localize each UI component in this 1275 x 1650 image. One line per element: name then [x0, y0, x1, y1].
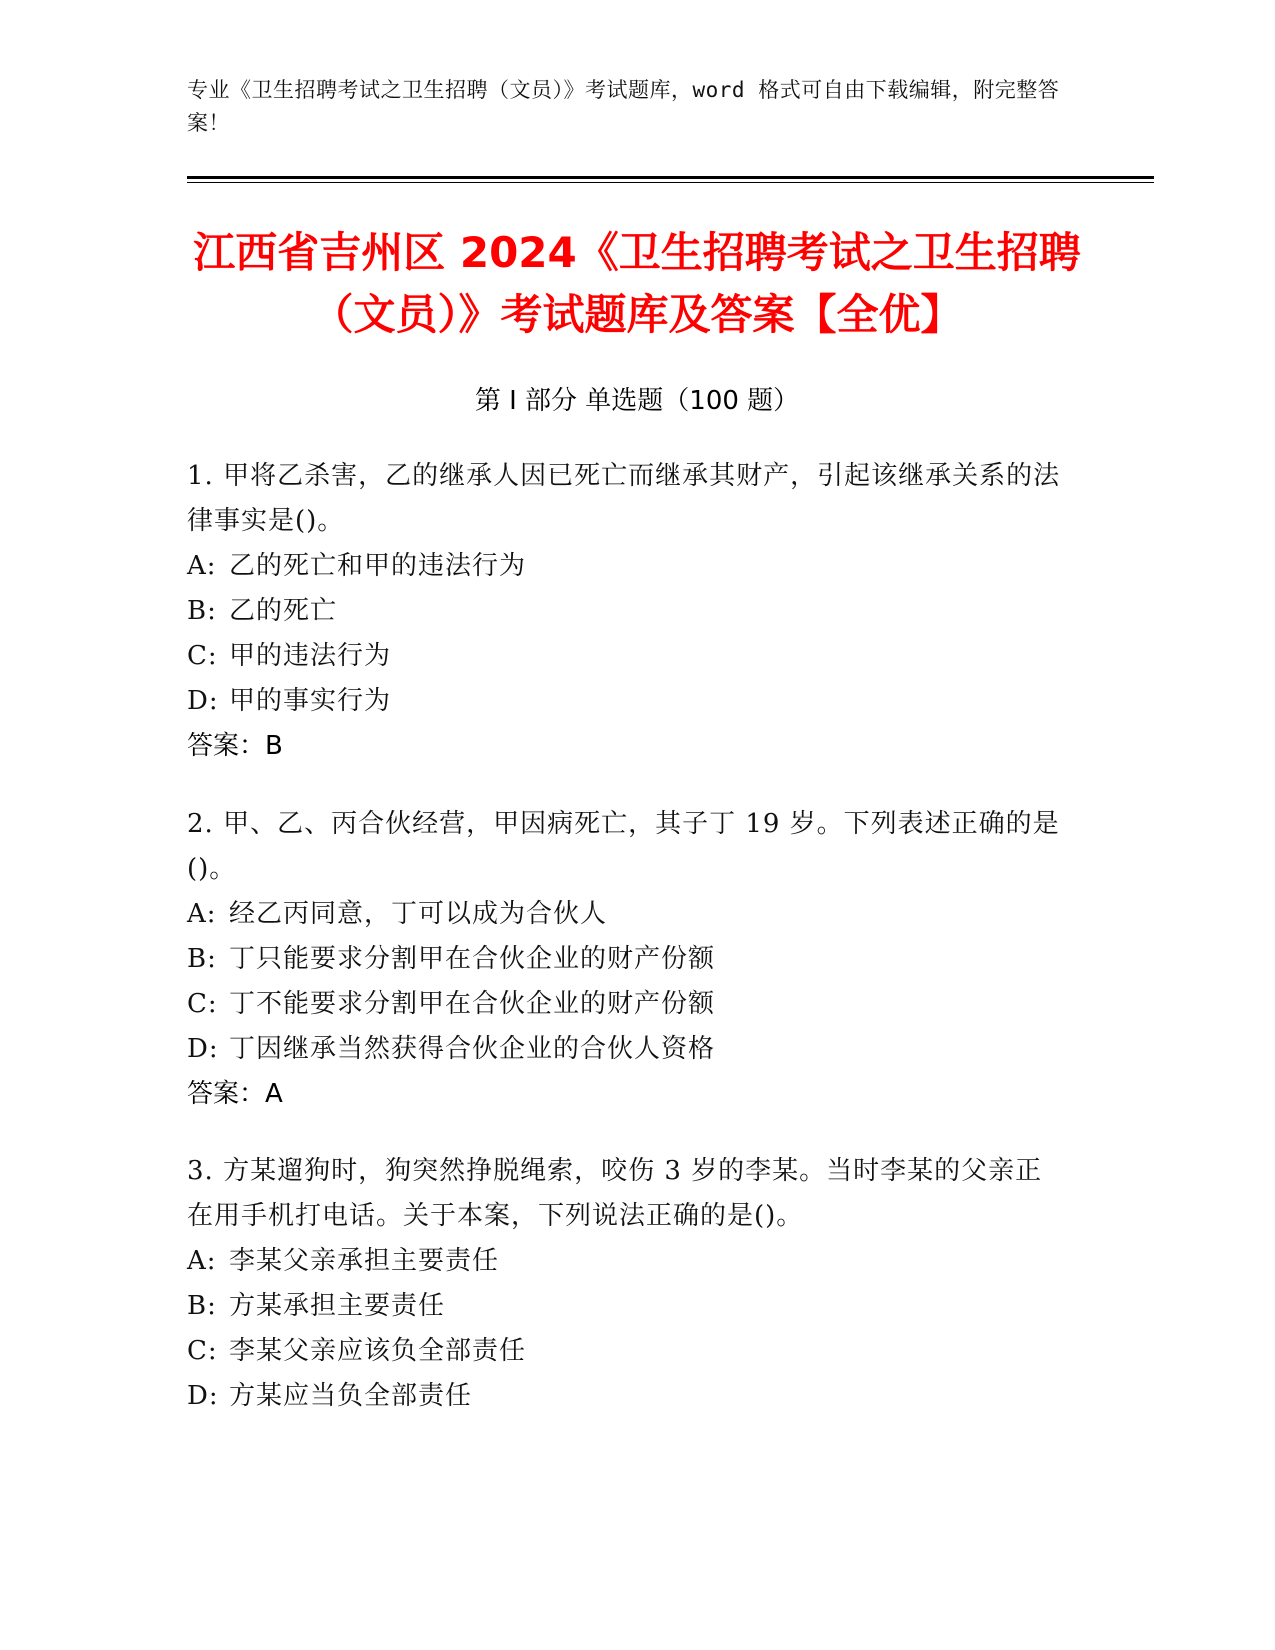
- option-text: 丁只能要求分割甲在合伙企业的财产份额: [229, 944, 716, 974]
- section-heading: 第 I 部分 单选题（100 题）: [474, 386, 800, 416]
- option-d: [187, 1027, 1067, 1072]
- question-stem: 1. 甲将乙杀害，乙的继承人因已死亡而继承其财产，引起该继承关系的法律事实是()。: [187, 461, 1061, 536]
- option-text: 经乙丙同意，丁可以成为合伙人: [229, 899, 608, 929]
- option-letter: C:: [187, 1336, 218, 1366]
- option-letter: B:: [187, 596, 217, 626]
- question-1: [187, 454, 1067, 769]
- option-text: 丁因继承当然获得合伙企业的合伙人资格: [229, 1034, 716, 1064]
- question-stem: 3. 方某遛狗时，狗突然挣脱绳索，咬伤 3 岁的李某。当时李某的父亲正在用手机打电话。关于本案，下列说法正确的是()。: [187, 1156, 1043, 1231]
- option-letter: B:: [187, 1291, 217, 1321]
- option-letter: B:: [187, 944, 217, 974]
- option-c: [187, 982, 1067, 1027]
- option-c: [187, 634, 1067, 679]
- option-letter: A:: [187, 551, 217, 581]
- option-d: [187, 1374, 1067, 1419]
- option-letter: A:: [187, 899, 217, 929]
- header-note: 专业《卫生招聘考试之卫生招聘（文员）》考试题库，word 格式可自由下载编辑，附完整答案！: [187, 78, 1060, 135]
- option-text: 丁不能要求分割甲在合伙企业的财产份额: [229, 989, 716, 1019]
- question-2: [187, 802, 1067, 1117]
- option-b: [187, 1284, 1067, 1329]
- option-text: 方某承担主要责任: [229, 1291, 446, 1321]
- option-letter: D:: [187, 1034, 219, 1064]
- option-letter: D:: [187, 1381, 219, 1411]
- option-text: 李某父亲应该负全部责任: [229, 1336, 527, 1366]
- answer-line: 答案：A: [187, 1079, 283, 1109]
- option-text: 乙的死亡和甲的违法行为: [229, 551, 527, 581]
- option-letter: D:: [187, 686, 219, 716]
- option-letter: C:: [187, 641, 218, 671]
- option-text: 方某应当负全部责任: [229, 1381, 473, 1411]
- option-text: 甲的事实行为: [229, 686, 392, 716]
- option-a: [187, 1239, 1067, 1284]
- option-b: [187, 937, 1067, 982]
- option-text: 李某父亲承担主要责任: [229, 1246, 500, 1276]
- option-text: 甲的违法行为: [229, 641, 392, 671]
- option-letter: C:: [187, 989, 218, 1019]
- question-stem: 2. 甲、乙、丙合伙经营，甲因病死亡，其子丁 19 岁。下列表述正确的是()。: [187, 809, 1060, 884]
- option-c: [187, 1329, 1067, 1374]
- option-d: [187, 679, 1067, 724]
- header-divider-thin: [187, 182, 1154, 183]
- answer-line: 答案：B: [187, 731, 283, 761]
- header-divider-thick: [187, 176, 1154, 179]
- option-a: [187, 544, 1067, 589]
- option-a: [187, 892, 1067, 937]
- document-title: 江西省吉州区 2024《卫生招聘考试之卫生招聘（文员）》考试题库及答案【全优】: [193, 228, 1081, 339]
- option-text: 乙的死亡: [229, 596, 338, 626]
- question-3: [187, 1149, 1067, 1419]
- option-b: [187, 589, 1067, 634]
- option-letter: A:: [187, 1246, 217, 1276]
